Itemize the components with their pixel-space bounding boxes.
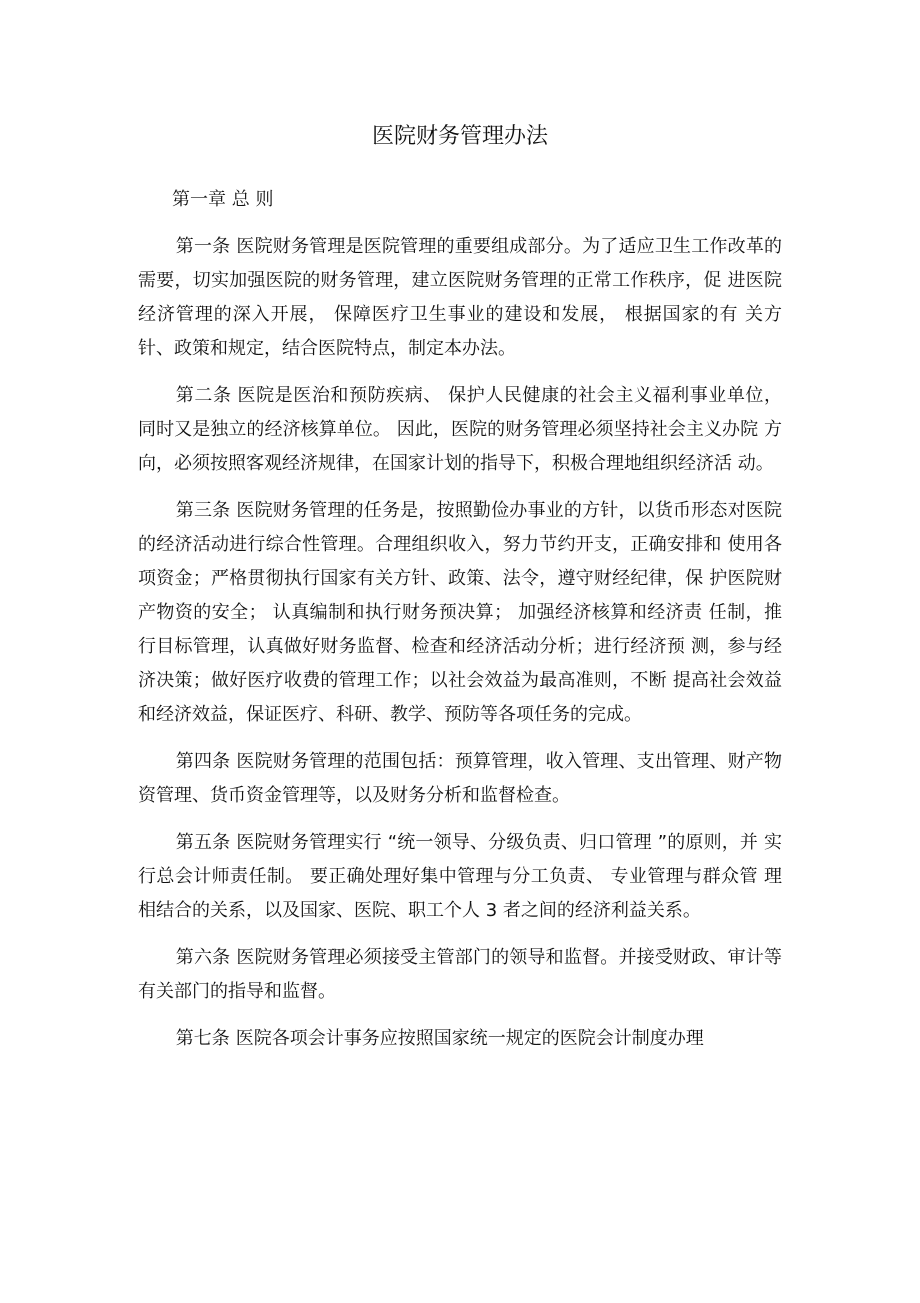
article-text: 医院财务管理的范围包括：预算管理，收入管理、支出管理、财产物资管理、货币资金管理等，以及财务分析和监督检查。 [138, 751, 783, 806]
chapter-heading: 第一章 总 则 [172, 189, 274, 210]
article-text: 医院财务管理的任务是，按照勤俭办事业的方针，以货币形态对医院的经济活动进行综合性管理。合理组织收入，努力节约开支，正确安排和 使用各项资金；严格贯彻执行国家有关方针、政策、法令，遵守财经纪律，保 护医院财产物资的安全； 认真编制和执行财务预决算； 加强经济核算和经济责 任制，推行目标管理，认真做好财务监督、检查和经济活动分析；进行经济预 测，参与经济决策；做好医疗收费的管理工作；以社会效益为最高准则，不断 提高社会效益和经济效益，保证医疗、科研、教学、预防等各项任务的完成。 [138, 500, 783, 725]
article-text: 医院财务管理实行 “统一领导、分级负责、归口管理 ”的原则，并 实行总会计师责任制。 要正确处理好集中管理与分工负责、 专业管理与群众管 理相结合的关系，以及国家、医院、职工个人 3 者之间的经济利益关系。 [138, 832, 783, 921]
article-2 [138, 379, 782, 481]
article-text: 医院财务管理是医院管理的重要组成部分。为了适应卫生工作改革的需要，切实加强医院的财务管理，建立医院财务管理的正常工作秩序，促 进医院经济管理的深入开展， 保障医疗卫生事业的建设和发展， 根据国家的有 关方针、政策和规定，结合医院特点，制定本办法。 [138, 236, 783, 359]
article-number: 第六条 [175, 947, 231, 968]
article-number: 第二条 [175, 385, 232, 406]
article-3 [138, 494, 782, 732]
article-7 [138, 1022, 782, 1056]
article-text: 医院各项会计事务应按照国家统一规定的医院会计制度办理 [235, 1028, 704, 1049]
article-number: 第四条 [175, 751, 231, 772]
article-4 [138, 745, 782, 813]
article-number: 第七条 [175, 1028, 230, 1049]
document-body [138, 230, 782, 1069]
document-title: 医院财务管理办法 [371, 124, 548, 149]
article-6 [138, 941, 782, 1009]
article-1 [138, 230, 782, 366]
article-text: 医院是医治和预防疾病、 保护人民健康的社会主义福利事业单位， 同时又是独立的经济核算单位。 因此，医院的财务管理必须坚持社会主义办院 方向，必须按照客观经济规律，在国家计划的指导下，积极合理地组织经济活 动。 [138, 385, 783, 474]
article-number: 第五条 [175, 832, 231, 853]
article-text: 医院财务管理必须接受主管部门的领导和监督。并接受财政、审计等有关部门的指导和监督。 [138, 947, 783, 1002]
article-5 [138, 826, 782, 928]
article-number: 第一条 [175, 236, 231, 257]
article-number: 第三条 [175, 500, 231, 521]
